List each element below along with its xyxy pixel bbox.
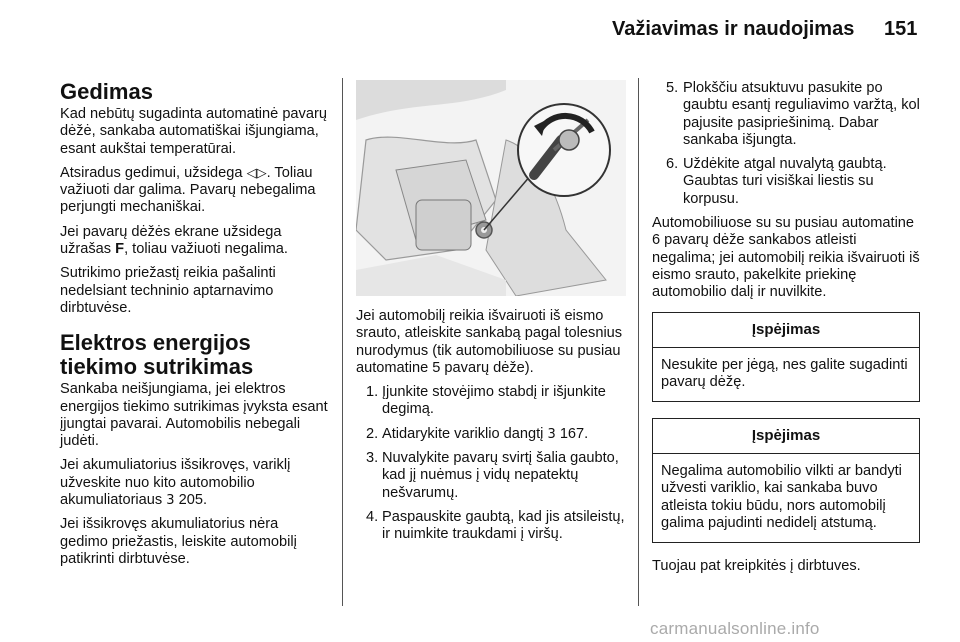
page-reference-icon: 3 xyxy=(166,493,175,509)
column-1 xyxy=(60,80,328,575)
warning-box xyxy=(652,312,920,403)
list-item: 1. Įjunkite stovėjimo stabdį ir išjunkite degimą. xyxy=(366,384,606,418)
gear-lever-illustration xyxy=(356,80,626,296)
gearbox-fault-icon: ◁▷ xyxy=(246,165,267,181)
paragraph: Jei pavarų dėžės ekrane užsidega užrašas F, toliau važiuoti negalima. xyxy=(60,223,288,258)
paragraph: Tuojau pat kreipkitės į dirbtuves. xyxy=(652,558,861,575)
list-item: 3. Nuvalykite pavarų svirtį šalia gaubto, kad jį nuėmus į vidų nepatektų nešvarumų. xyxy=(366,450,619,501)
paragraph: Jei išsikrovęs akumuliatorius nėra gedimo priežastis, leiskite automobilį patikrinti dirbtuvėse. xyxy=(60,516,297,567)
warning-title: Įspėjimas xyxy=(653,313,919,348)
warning-text: Negalima automobilio vilkti ar bandyti užvesti variklio, kai sankaba buvo atleista tokiu būdu, nors automobilį galima pajudinti nedidelį atstumą. xyxy=(661,463,902,532)
running-head: Važiavimas ir naudojimas xyxy=(612,18,855,40)
warning-box xyxy=(652,418,920,543)
warning-text: Nesukite per jėgą, nes galite sugadinti pavarų dėžę. xyxy=(661,356,908,390)
column-divider xyxy=(342,78,343,606)
section-title-gedimas: Gedimas xyxy=(60,79,153,104)
column-2 xyxy=(356,80,626,551)
paragraph: Jei automobilį reikia išvairuoti iš eismo srauto, atleiskite sankabą pagal tolesnius nurodymus (tik automobiliuose su pusiau automatine 5 pavarų dėže). xyxy=(356,308,623,376)
page-reference-icon: 3 xyxy=(547,426,556,442)
paragraph: Atsiradus gedimui, užsidega ◁▷. Toliau važiuoti dar galima. Pavarų nebegalima perjungti mechaniškai. xyxy=(60,164,316,216)
engine-bay-figure xyxy=(356,80,626,296)
list-item: 6. Uždėkite atgal nuvalytą gaubtą. Gaubtas turi visiškai liestis su korpusu. xyxy=(666,156,887,207)
paragraph: Sutrikimo priežastį reikia pašalinti nedelsiant techninio aptarnavimo dirbtuvėse. xyxy=(60,265,276,316)
list-item: 5. Plokščiu atsuktuvu pasukite po gaubtu esantį reguliavimo varžtą, kol pajusite pasipriešinimą. Dabar sankaba išjungta. xyxy=(666,80,920,148)
column-3 xyxy=(652,80,922,583)
paragraph: Sankaba neišjungiama, jei elektros energijos tiekimo sutrikimas įvyksta esant įjungtai pavarai. Automobilis nebegali judėti. xyxy=(60,381,328,450)
warning-title: Įspėjimas xyxy=(653,419,919,454)
list-item: 2. Atidarykite variklio dangtį 3 167. xyxy=(366,425,589,442)
steps-list xyxy=(356,384,626,543)
list-item: 4. Paspauskite gaubtą, kad jis atsileistų, ir nuimkite traukdami į viršų. xyxy=(366,508,625,543)
paragraph: Jei akumuliatorius išsikrovęs, variklį užveskite nuo kito automobilio akumuliatoriaus 3 205. xyxy=(60,457,291,509)
column-divider xyxy=(638,78,639,606)
steps-list xyxy=(652,80,922,208)
watermark: carmanualsonline.info xyxy=(650,619,820,638)
page-number: 151 xyxy=(884,18,918,40)
section-title-power-failure: Elektros energijos tiekimo sutrikimas xyxy=(60,330,254,380)
paragraph: Kad nebūtų sugadinta automatinė pavarų dėžė, sankaba automatiškai išjungiama, esant aukštai temperatūrai. xyxy=(60,106,327,157)
paragraph: Automobiliuose su su pusiau automatine 6 pavarų dėže sankabos atleisti negalima; jei automobilį reikia išvairuoti iš eismo srauto, pakelkite priekinę automobilio dalį ir nuvilkite. xyxy=(652,215,920,301)
